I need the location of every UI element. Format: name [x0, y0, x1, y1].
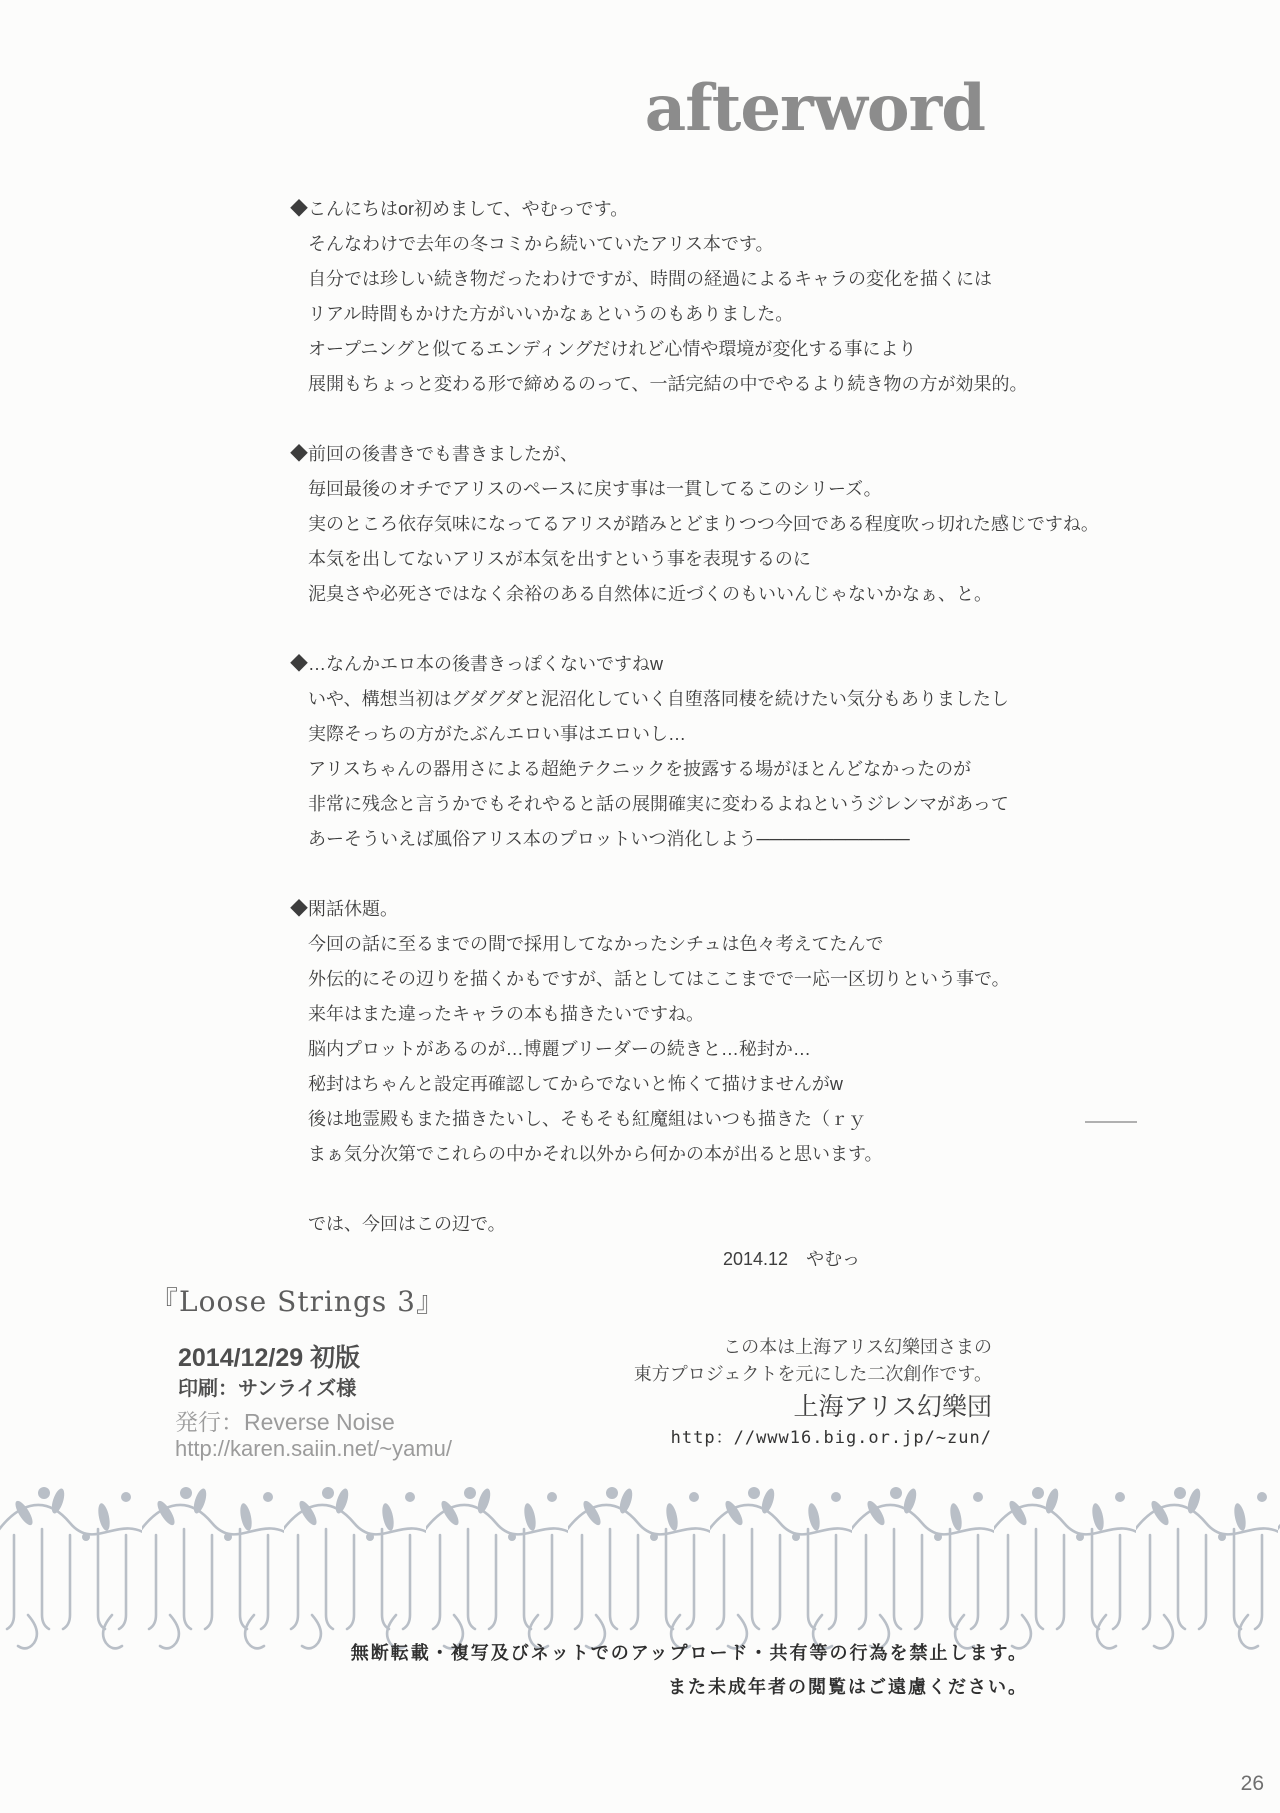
afterword-line: まぁ気分次第でこれらの中かそれ以外から何かの本が出ると思います。 — [308, 1144, 883, 1164]
afterword-line: ◆…なんかエロ本の後書きっぽくないですねw — [290, 654, 663, 674]
afterword-line: オープニングと似てるエンディングだけれど心情や環境が変化する事により — [308, 339, 917, 359]
paragraph-3 — [290, 647, 1099, 857]
afterword-line: 自分では珍しい続き物だったわけですが、時間の経過によるキャラの変化を描くには — [308, 269, 992, 289]
afterword-line: あーそういえば風俗アリス本のプロットいつ消化しよう──────────── — [308, 829, 910, 849]
paragraph-4 — [290, 892, 1099, 1172]
printer-info: 印刷：サンライズ様 — [178, 1378, 357, 1400]
afterword-line: 脳内プロットがあるのが…博麗ブリーダーの続きと…秘封か… — [308, 1039, 811, 1059]
afterword-line: 展開もちょっと変わる形で締めるのって、一話完結の中でやるより続き物の方が効果的。 — [308, 374, 1028, 394]
afterword-line: 泥臭さや必死さではなく余裕のある自然体に近づくのもいいんじゃないかなぁ、と。 — [308, 584, 992, 604]
paragraph-2 — [290, 437, 1099, 612]
copyright-warning — [351, 1636, 1028, 1704]
publisher-url: http://karen.saiin.net/~yamu/ — [175, 1436, 452, 1461]
afterword-line: リアル時間もかけた方がいいかなぁというのもありました。 — [308, 304, 794, 324]
publisher-info: 発行：Reverse Noise — [175, 1409, 395, 1435]
afterword-line: 実際そっちの方がたぶんエロい事はエロいし… — [308, 724, 686, 744]
closing-block — [308, 1207, 1099, 1277]
credit-url: http：//www16.big.or.jp/~zun/ — [670, 1428, 992, 1448]
afterword-line: 外伝的にその辺りを描くかもですが、話としてはここまでで一応一区切りという事で。 — [308, 969, 1010, 989]
paragraph-1 — [290, 192, 1099, 402]
afterword-line: 実のところ依存気味になってるアリスが踏みとどまりつつ今回である程度吹っ切れた感じですね。 — [308, 514, 1099, 534]
afterword-line: 来年はまた違ったキャラの本も描きたいですね。 — [308, 1004, 704, 1024]
warning-line: また未成年者の閲覧はご遠慮ください。 — [668, 1677, 1028, 1697]
signature: 2014.12 やむっ — [723, 1249, 861, 1269]
afterword-line: 今回の話に至るまでの間で採用してなかったシチュは色々考えてたんで — [308, 934, 884, 954]
page-title: afterword — [644, 71, 985, 146]
closing-line: では、今回はこの辺で。 — [308, 1214, 506, 1234]
afterword-text — [290, 192, 1099, 1312]
warning-line: 無断転載・複写及びネットでのアップロード・共有等の行為を禁止します。 — [350, 1643, 1028, 1663]
afterword-line: そんなわけで去年の冬コミから続いていたアリス本です。 — [308, 234, 774, 254]
afterword-line: 本気を出してないアリスが本気を出すという事を表現するのに — [308, 549, 811, 569]
afterword-line: アリスちゃんの器用さによる超絶テクニックを披露する場がほとんどなかったのが — [308, 759, 972, 779]
credit-circle-name: 上海アリス幻樂団 — [793, 1393, 992, 1421]
credit-line: 東方プロジェクトを元にした二次創作です。 — [633, 1364, 992, 1384]
afterword-line: 後は地霊殿もまた描きたいし、そもそも紅魔組はいつも描きた（ｒｙ — [308, 1109, 866, 1129]
afterword-line: 秘封はちゃんと設定再確認してからでないと怖くて描けませんがw — [308, 1074, 843, 1094]
credit-line: この本は上海アリス幻樂団さまの — [723, 1337, 992, 1357]
page-number: 26 — [1240, 1772, 1264, 1795]
afterword-line: ◆前回の後書きでも書きましたが、 — [290, 444, 578, 464]
scan-artifact-line — [1085, 1121, 1137, 1123]
afterword-line: ◆閑話休題。 — [290, 899, 398, 919]
afterword-line: 非常に残念と言うかでもそれやると話の展開確実に変わるよねというジレンマがあって — [308, 794, 1009, 814]
afterword-line: ◆こんにちはor初めまして、やむっです。 — [290, 199, 629, 219]
afterword-line: いや、構想当初はグダグダと泥沼化していく自堕落同棲を続けたい気分もありましたし — [308, 689, 1009, 709]
floral-lace-border — [0, 1483, 1280, 1653]
book-title: 『Loose Strings 3』 — [150, 1285, 445, 1318]
original-work-credit — [634, 1334, 992, 1451]
edition-info: 2014/12/29 初版 — [178, 1344, 361, 1372]
afterword-line: 毎回最後のオチでアリスのペースに戻す事は一貫してるこのシリーズ。 — [308, 479, 882, 499]
